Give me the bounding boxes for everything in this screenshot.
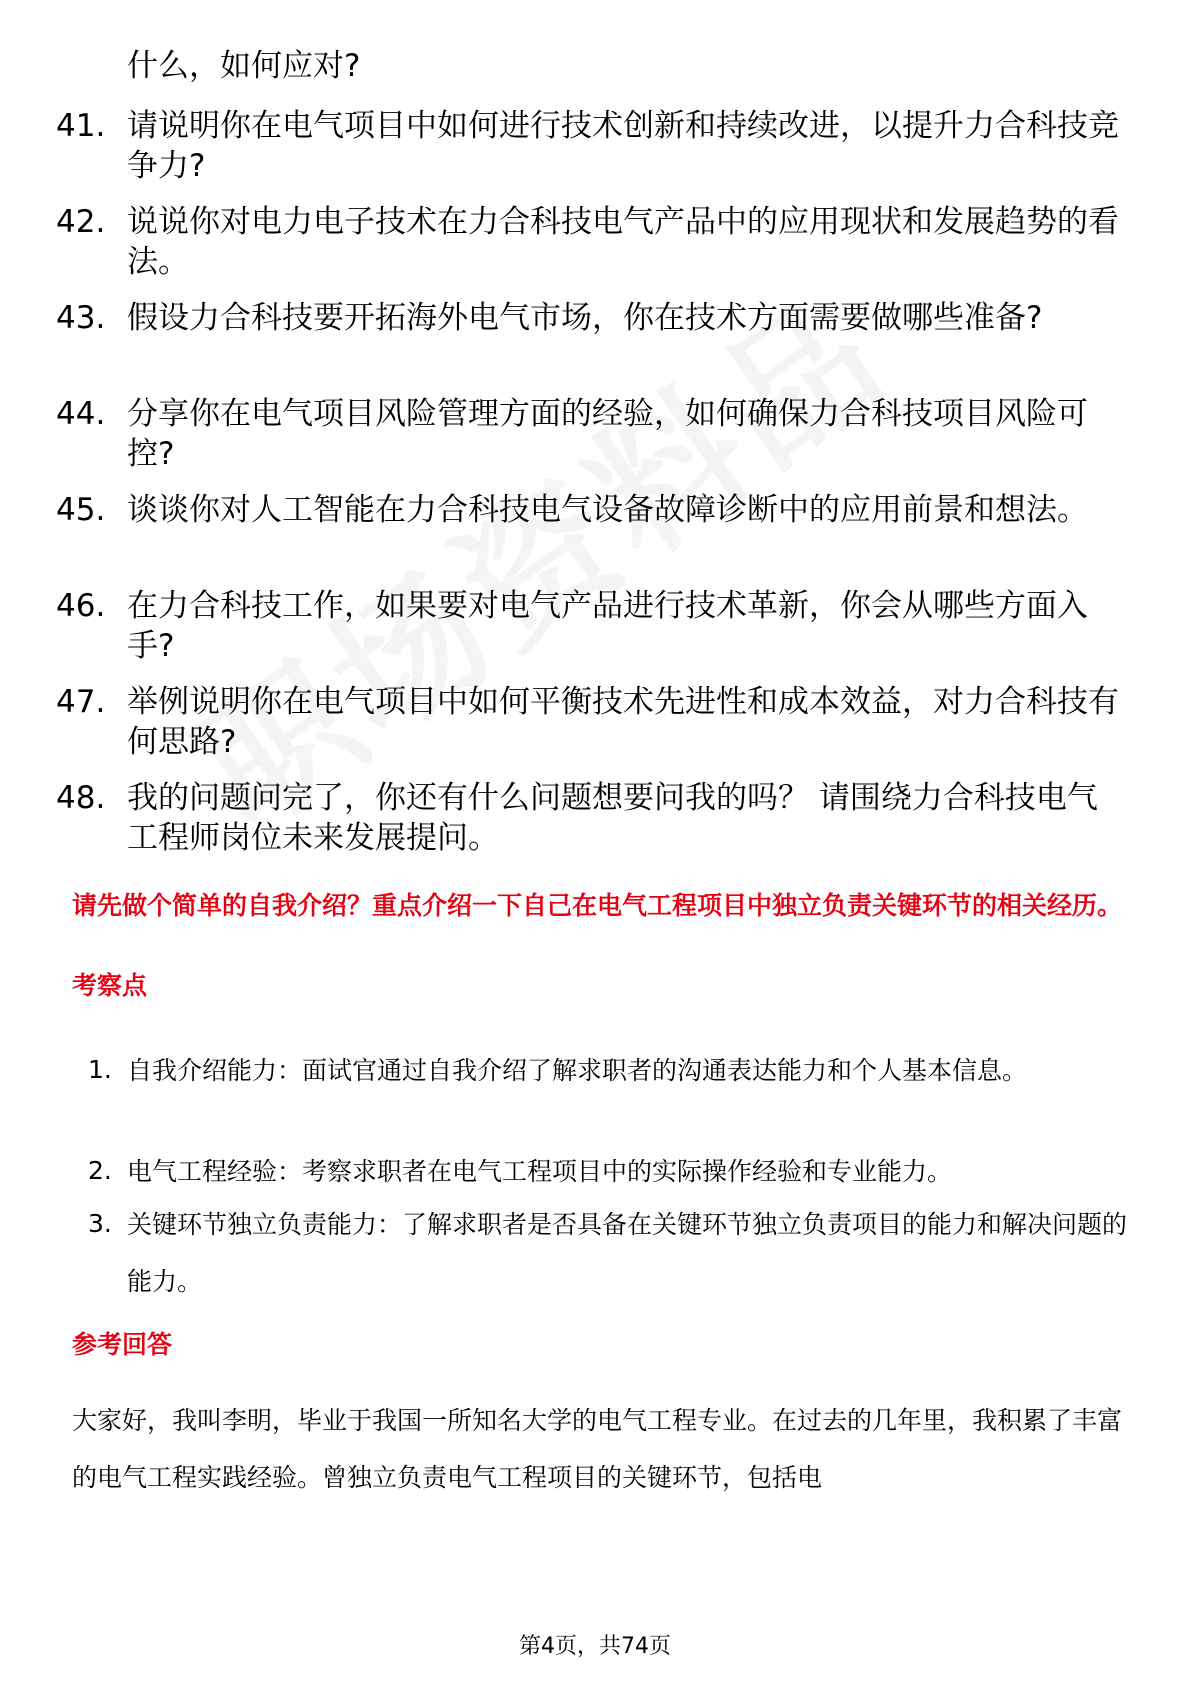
question-text: 谈谈你对人工智能在力合科技电气设备故障诊断中的应用前景和想法。 — [127, 492, 1088, 528]
question-text: 说说你对电力电子技术在力合科技电气产品中的应用现状和发展趋势的看法。 — [127, 204, 1119, 280]
question-text: 请说明你在电气项目中如何进行技术创新和持续改进，以提升力合科技竞争力? — [127, 108, 1119, 184]
question-text: 举例说明你在电气项目中如何平衡技术先进性和成本效益，对力合科技有何思路? — [127, 684, 1119, 760]
question-number: 42. — [56, 204, 106, 240]
question-number: 44. — [56, 396, 106, 432]
question-number: 41. — [56, 108, 106, 144]
question-number: 48. — [56, 780, 106, 816]
question-number: 46. — [56, 588, 106, 624]
answer-heading: 参考回答 — [72, 1330, 173, 1359]
page-footer: 第4页，共74页 — [519, 1634, 671, 1659]
question-continuation: 什么，如何应对? — [127, 48, 361, 84]
question-text: 分享你在电气项目风险管理方面的经验，如何确保力合科技项目风险可控? — [127, 396, 1088, 472]
section-question-heading: 请先做个简单的自我介绍？重点介绍一下自己在电气工程项目中独立负责关键环节的相关经历。 — [72, 891, 1123, 920]
point-number: 2. — [88, 1156, 112, 1185]
question-number: 43. — [56, 300, 106, 336]
point-number: 3. — [88, 1209, 112, 1238]
question-number: 47. — [56, 684, 106, 720]
point-text: 关键环节独立负责能力：了解求职者是否具备在关键环节独立负责项目的能力和解决问题的能力。 — [127, 1210, 1128, 1296]
question-text: 假设力合科技要开拓海外电气市场，你在技术方面需要做哪些准备? — [127, 300, 1043, 336]
point-text: 自我介绍能力：面试官通过自我介绍了解求职者的沟通表达能力和个人基本信息。 — [127, 1056, 1028, 1085]
question-number: 45. — [56, 492, 106, 528]
point-number: 1. — [88, 1055, 112, 1084]
question-text: 在力合科技工作，如果要对电气产品进行技术革新，你会从哪些方面入手? — [127, 588, 1088, 664]
point-text: 电气工程经验：考察求职者在电气工程项目中的实际操作经验和专业能力。 — [127, 1157, 953, 1186]
points-heading: 考察点 — [72, 971, 148, 1000]
question-text: 我的问题问完了，你还有什么问题想要问我的吗？ 请围绕力合科技电气工程师岗位未来发展提问。 — [127, 780, 1098, 856]
answer-paragraph: 大家好，我叫李明，毕业于我国一所知名大学的电气工程专业。在过去的几年里，我积累了丰富的电气工程实践经验。曾独立负责电气工程项目的关键环节，包括电 — [72, 1406, 1123, 1492]
